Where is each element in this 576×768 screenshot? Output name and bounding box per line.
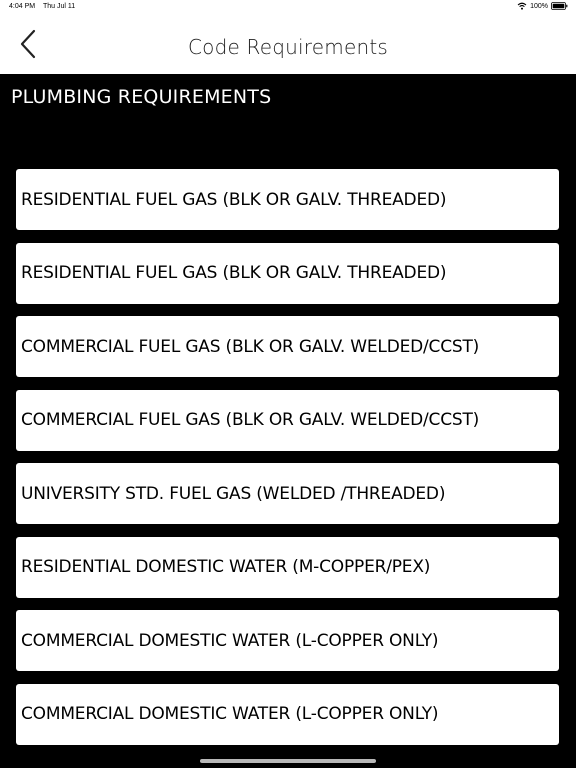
list-item-6[interactable]: [16, 537, 559, 598]
list-item-label: COMMERCIAL FUEL GAS (BLK OR GALV. WELDED/CCST): [21, 410, 480, 430]
list-item-3[interactable]: [16, 316, 559, 377]
list-item-1[interactable]: [16, 169, 559, 230]
battery-percent: 100%: [530, 2, 548, 10]
list-item-8[interactable]: [16, 684, 559, 745]
list-item-label: RESIDENTIAL FUEL GAS (BLK OR GALV. THREADED): [21, 189, 447, 210]
list-item-label: UNIVERSITY STD. FUEL GAS (WELDED /THREADED): [21, 483, 446, 504]
requirements-list: [16, 169, 559, 757]
list-item-2[interactable]: [16, 243, 559, 304]
page-title: Code Requirements: [187, 35, 388, 59]
list-item-label: RESIDENTIAL FUEL GAS (BLK OR GALV. THREADED): [21, 263, 447, 283]
wifi-icon: [517, 2, 527, 10]
status-date: Thu Jul 11: [43, 3, 76, 10]
list-item-5[interactable]: [16, 463, 559, 524]
battery-icon: [551, 2, 568, 10]
list-item-7[interactable]: [16, 610, 559, 671]
section-header: PLUMBING REQUIREMENTS: [11, 86, 272, 108]
status-right: [517, 2, 568, 10]
list-item-label: COMMERCIAL DOMESTIC WATER (L-COPPER ONLY): [21, 704, 439, 724]
list-item-label: COMMERCIAL FUEL GAS (BLK OR GALV. WELDED/CCST): [21, 336, 480, 357]
home-indicator[interactable]: [200, 759, 376, 763]
list-item-4[interactable]: [16, 390, 559, 451]
list-item-label: RESIDENTIAL DOMESTIC WATER (M-COPPER/PEX): [21, 557, 431, 577]
list-item-label: COMMERCIAL DOMESTIC WATER (L-COPPER ONLY): [21, 630, 439, 651]
navigation-bar: [0, 14, 576, 74]
status-time: 4:04 PM: [9, 3, 36, 10]
status-bar: [0, 0, 576, 14]
